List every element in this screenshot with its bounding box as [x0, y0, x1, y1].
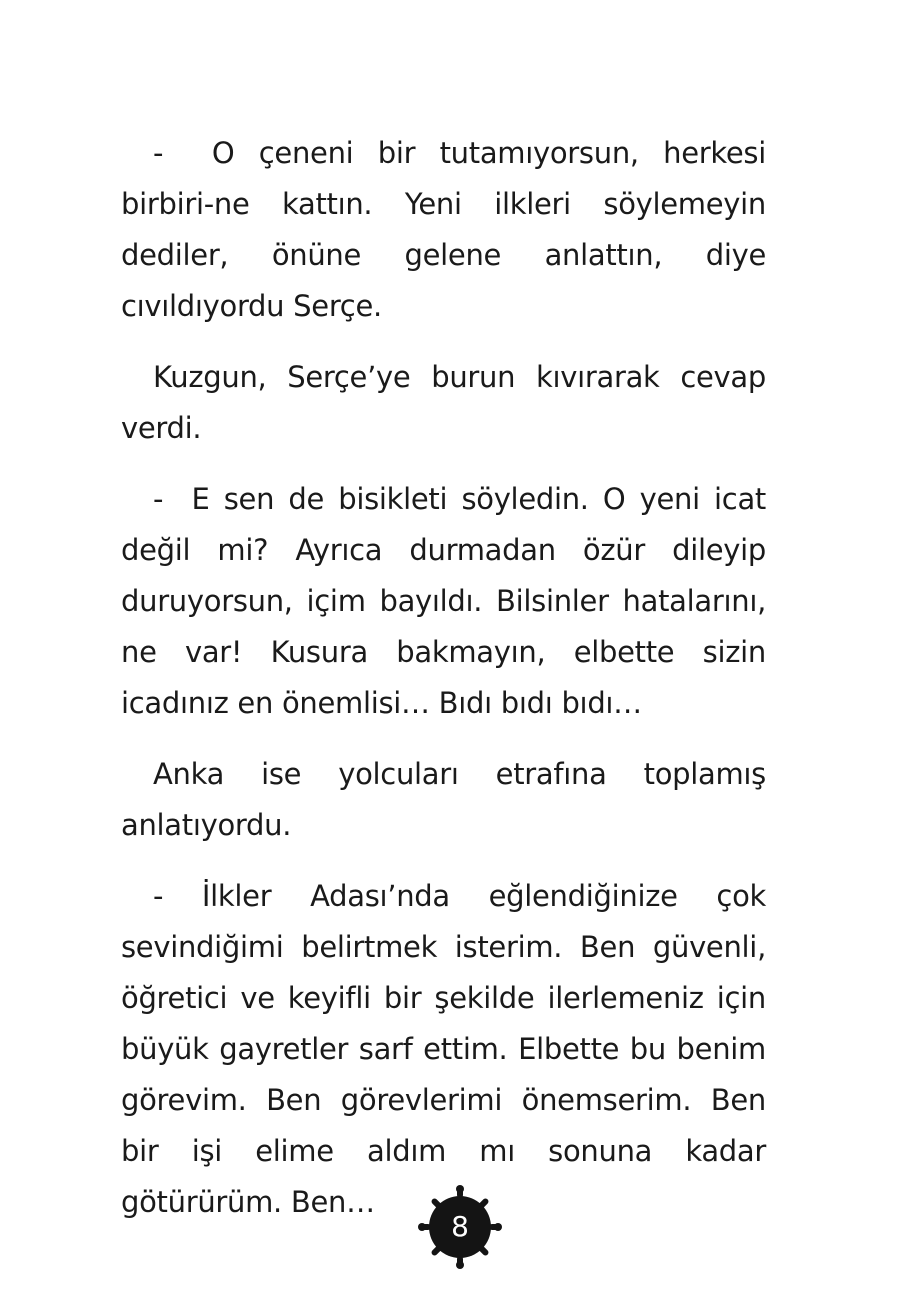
page-number: 8 [451, 1210, 469, 1243]
paragraph-anka-dialogue: - İlkler Adası’nda eğlendiğinize çok sevindiğimi belirtmek isterim. Ben güvenli, öğretici ve keyifli bir şekilde ilerlemeniz için büyük gayretler sarf ettim. Elbette bu benim görevim. Ben görevlerimi önemserim. Ben bir işi elime aldım mı sonuna kadar götürürüm. Ben… [121, 879, 766, 1219]
paragraph-anka-narration: Anka ise yolcuları etrafına toplamış anlatıyordu. [121, 757, 766, 842]
page-number-badge [418, 1185, 502, 1269]
paragraph-kuzgun-dialogue: - E sen de bisikleti söyledin. O yeni icat değil mi? Ayrıca durmadan özür dileyip duruyorsun, içim bayıldı. Bilsinler hatalarını, ne var! Kusura bakmayın, elbette sizin icadınız en önemlisi… Bıdı bıdı bıdı… [121, 482, 766, 720]
body-text [121, 128, 766, 1228]
paragraph-serce-dialogue: - O çeneni bir tutamıyorsun, herkesi birbiri-ne kattın. Yeni ilkleri söylemeyin dediler, önüne gelene anlattın, diye cıvıldıyordu Serçe. [121, 136, 766, 323]
paragraph-kuzgun-narration: Kuzgun, Serçe’ye burun kıvırarak cevap verdi. [121, 360, 766, 445]
